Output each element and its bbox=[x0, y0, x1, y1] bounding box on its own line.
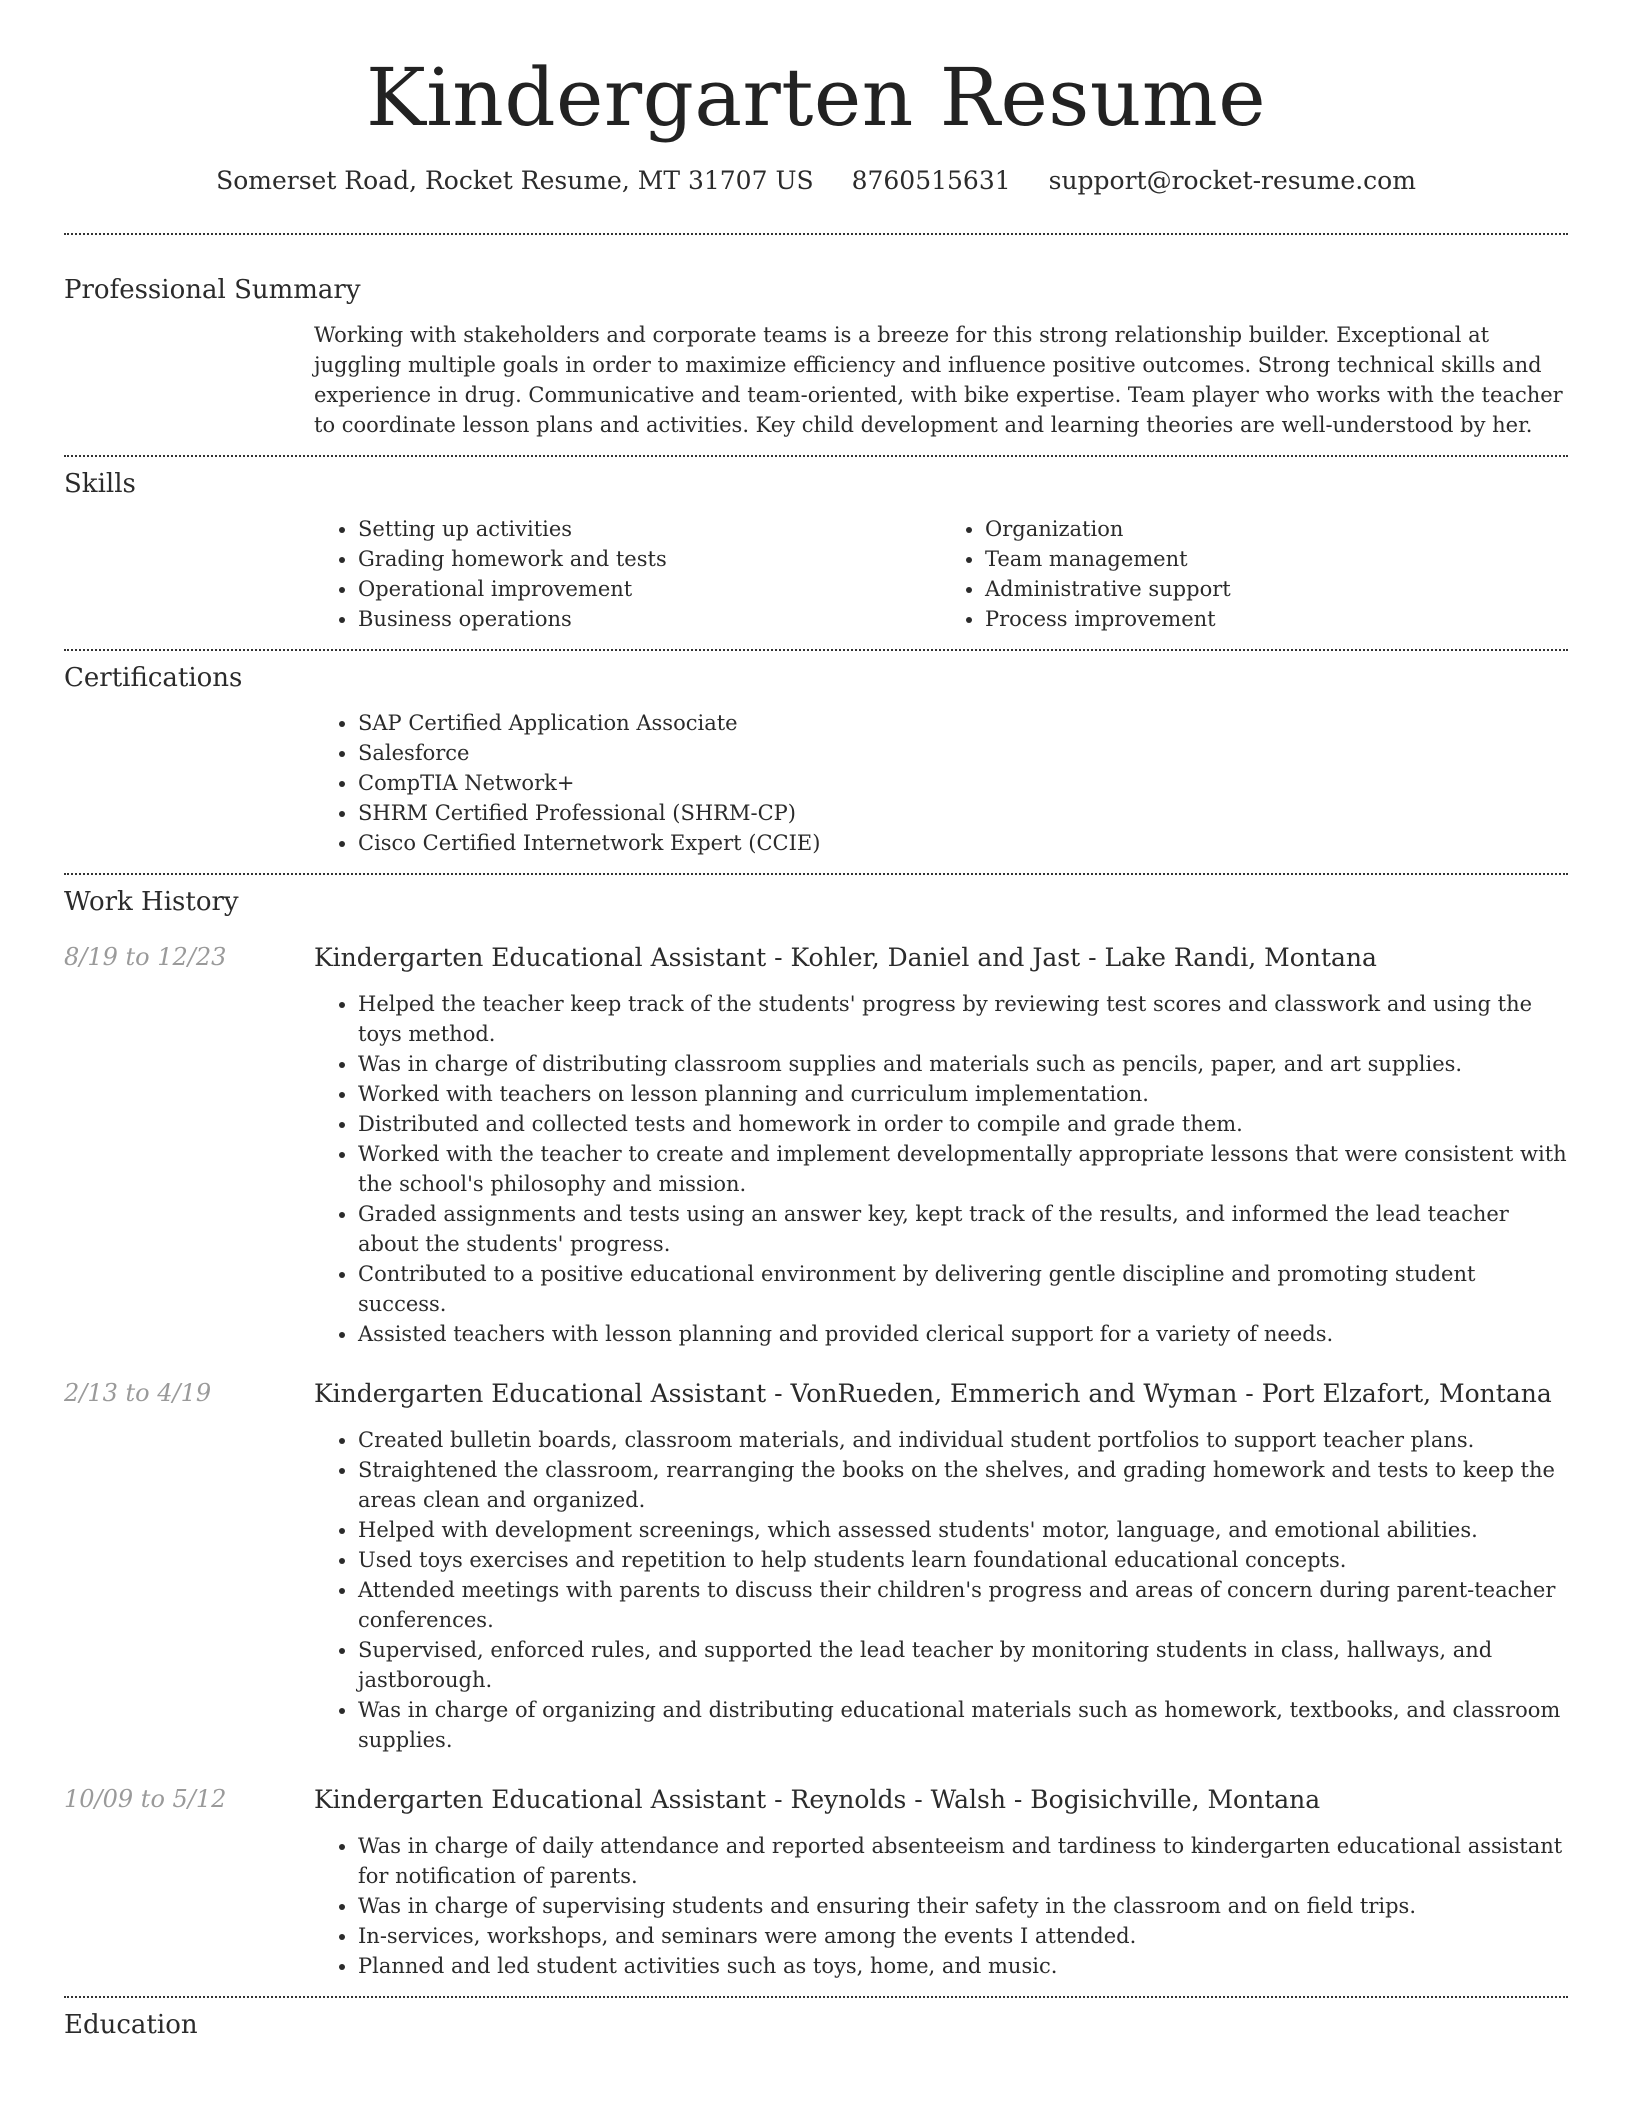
education-section bbox=[64, 2010, 1568, 2040]
resume-name: Kindergarten Resume bbox=[365, 51, 1267, 144]
contact-phone: 8760515631 bbox=[851, 166, 1011, 195]
work-history-section bbox=[64, 887, 1568, 1981]
skill-item: • Organization bbox=[985, 514, 1568, 544]
job-bullet: • Distributed and collected tests and homework in order to compile and grade them. bbox=[358, 1109, 1568, 1139]
skills-heading: Skills bbox=[64, 469, 136, 499]
job-date: 10/09 to 5/12 bbox=[64, 1785, 227, 1813]
certifications-list bbox=[314, 708, 1568, 858]
job-bullet: • Created bulletin boards, classroom materials, and individual student portfolios to support teacher plans. bbox=[358, 1425, 1568, 1455]
skill-item: • Grading homework and tests bbox=[358, 544, 941, 574]
job-bullet: • Helped with development screenings, which assessed students' motor, language, and emotional abilities. bbox=[358, 1515, 1568, 1545]
job-date: 8/19 to 12/23 bbox=[64, 943, 227, 971]
certifications-heading: Certifications bbox=[64, 663, 243, 693]
job-entry bbox=[64, 1379, 1568, 1755]
job-bullet: • Worked with teachers on lesson planning and curriculum implementation. bbox=[358, 1079, 1568, 1109]
skills-list-right bbox=[941, 514, 1568, 634]
resume-page bbox=[64, 0, 1568, 2040]
job-bullet: • Straightened the classroom, rearranging the books on the shelves, and grading homework and tests to keep the areas clean and organized. bbox=[358, 1455, 1568, 1515]
job-entry bbox=[64, 943, 1568, 1349]
job-bullet: • Was in charge of supervising students and ensuring their safety in the classroom and on field trips. bbox=[358, 1891, 1568, 1921]
job-bullet: • Assisted teachers with lesson planning and provided clerical support for a variety of needs. bbox=[358, 1319, 1568, 1349]
job-bullet: • Was in charge of organizing and distributing educational materials such as homework, textbooks, and classroom supplies. bbox=[358, 1695, 1568, 1755]
job-bullet: • Was in charge of distributing classroom supplies and materials such as pencils, paper, and art supplies. bbox=[358, 1049, 1568, 1079]
summary-section bbox=[64, 275, 1568, 440]
divider bbox=[64, 1996, 1568, 1998]
contact-address: Somerset Road, Rocket Resume, MT 31707 US bbox=[216, 166, 814, 195]
summary-heading: Professional Summary bbox=[64, 275, 361, 305]
job-bullet: • Attended meetings with parents to discuss their children's progress and areas of concern during parent-teacher conferences. bbox=[358, 1575, 1568, 1635]
certification-item: • Salesforce bbox=[358, 738, 1568, 768]
education-heading: Education bbox=[64, 2010, 198, 2040]
skill-item: • Business operations bbox=[358, 604, 941, 634]
job-bullet: • Graded assignments and tests using an answer key, kept track of the results, and informed the lead teacher about the students' progress. bbox=[358, 1199, 1568, 1259]
divider bbox=[64, 649, 1568, 651]
divider bbox=[64, 455, 1568, 457]
job-bullet: • Helped the teacher keep track of the students' progress by reviewing test scores and classwork and using the toys method. bbox=[358, 989, 1568, 1049]
job-bullets bbox=[314, 1425, 1568, 1755]
job-bullets bbox=[314, 989, 1568, 1349]
job-title: Kindergarten Educational Assistant - VonRueden, Emmerich and Wyman - Port Elzafort, Montana bbox=[314, 1379, 1552, 1408]
job-title: Kindergarten Educational Assistant - Reynolds - Walsh - Bogisichville, Montana bbox=[314, 1785, 1321, 1814]
job-bullet: • Supervised, enforced rules, and supported the lead teacher by monitoring students in class, hallways, and jastborough. bbox=[358, 1635, 1568, 1695]
skill-item: • Process improvement bbox=[985, 604, 1568, 634]
job-date: 2/13 to 4/19 bbox=[64, 1379, 212, 1407]
certification-item: • Cisco Certified Internetwork Expert (CCIE) bbox=[358, 828, 1568, 858]
certification-item: • SAP Certified Application Associate bbox=[358, 708, 1568, 738]
contact-line bbox=[64, 166, 1568, 195]
skill-item: • Team management bbox=[985, 544, 1568, 574]
job-bullet: • Contributed to a positive educational environment by delivering gentle discipline and promoting student success. bbox=[358, 1259, 1568, 1319]
contact-email: support@rocket-resume.com bbox=[1048, 166, 1416, 195]
job-bullet: • In-services, workshops, and seminars were among the events I attended. bbox=[358, 1921, 1568, 1951]
divider bbox=[64, 233, 1568, 235]
skills-section bbox=[64, 469, 1568, 634]
skill-item: • Administrative support bbox=[985, 574, 1568, 604]
job-bullet: • Worked with the teacher to create and implement developmentally appropriate lessons that were consistent with the school's philosophy and mission. bbox=[358, 1139, 1568, 1199]
certification-item: • SHRM Certified Professional (SHRM-CP) bbox=[358, 798, 1568, 828]
job-entry bbox=[64, 1785, 1568, 1981]
skills-list-left bbox=[314, 514, 941, 634]
skill-item: • Operational improvement bbox=[358, 574, 941, 604]
divider bbox=[64, 873, 1568, 875]
summary-text: Working with stakeholders and corporate teams is a breeze for this strong relationship builder. Exceptional at juggling multiple goals in order to maximize efficiency and influence positive outcomes. Strong technical skills and experience in drug. Communicative and team-oriented, with bike expertise. Team player who works with the teacher to coordinate lesson plans and activities. Key child development and learning theories are well-understood by her. bbox=[314, 323, 1563, 437]
certification-item: • CompTIA Network+ bbox=[358, 768, 1568, 798]
job-bullet: • Planned and led student activities such as toys, home, and music. bbox=[358, 1951, 1568, 1981]
certifications-section bbox=[64, 663, 1568, 858]
job-bullets bbox=[314, 1831, 1568, 1981]
job-bullet: • Used toys exercises and repetition to help students learn foundational educational concepts. bbox=[358, 1545, 1568, 1575]
job-bullet: • Was in charge of daily attendance and reported absenteeism and tardiness to kindergarten educational assistant for notification of parents. bbox=[358, 1831, 1568, 1891]
skill-item: • Setting up activities bbox=[358, 514, 941, 544]
job-title: Kindergarten Educational Assistant - Kohler, Daniel and Jast - Lake Randi, Montana bbox=[314, 943, 1377, 972]
work-history-heading: Work History bbox=[64, 887, 239, 917]
